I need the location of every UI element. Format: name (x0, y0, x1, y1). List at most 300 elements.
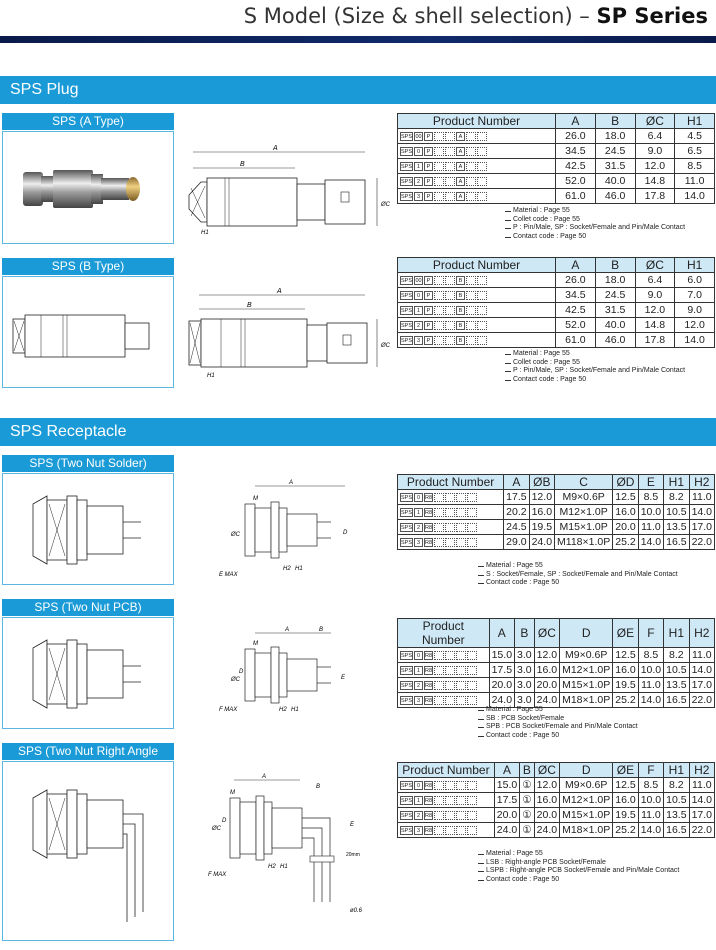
table-row (398, 318, 715, 333)
code-box: A (456, 147, 465, 156)
value-cell: 14.8 (635, 174, 675, 189)
value-cell: 20.0 (534, 808, 559, 823)
value-cell: M9×0.6P (555, 490, 613, 505)
col-header: F (638, 619, 663, 648)
value-cell: M12×1.0P (555, 505, 613, 520)
pcb-drawing (215, 625, 355, 730)
value-cell: 7.0 (675, 288, 715, 303)
value-cell: 25.2 (613, 823, 638, 838)
code-box: R8 (425, 494, 433, 501)
code-box (456, 651, 466, 660)
svg-text:H2: H2 (283, 566, 291, 572)
code-box (467, 681, 477, 690)
col-header: A (556, 258, 596, 273)
code-box: A (456, 132, 465, 141)
code-box (467, 796, 477, 805)
code-box (456, 508, 466, 517)
code-box (477, 192, 487, 201)
code-box (477, 336, 487, 345)
col-header: H1 (664, 475, 689, 490)
table-row (398, 535, 715, 550)
svg-text:B: B (316, 784, 321, 790)
col-header: H1 (675, 258, 715, 273)
code-box: B (456, 336, 465, 345)
code-box: 3 (414, 696, 423, 705)
code-box (456, 696, 466, 705)
value-cell: 11.0 (638, 678, 663, 693)
value-cell: M9×0.6P (560, 778, 613, 793)
col-header: A (556, 114, 596, 129)
value-cell: 12.0 (635, 303, 675, 318)
code-box: R8 (425, 652, 433, 659)
code-box: R8 (425, 797, 433, 804)
product-number-cell (398, 520, 504, 535)
value-cell: 20.0 (489, 678, 514, 693)
value-cell: 34.5 (556, 288, 596, 303)
code-box (434, 826, 444, 835)
code-box (445, 336, 455, 345)
code-box (434, 681, 444, 690)
code-box (445, 696, 455, 705)
code-box: R8 (425, 812, 433, 819)
value-cell: 46.0 (595, 333, 635, 348)
code-box (466, 162, 476, 171)
svg-text:H1: H1 (291, 707, 299, 713)
code-box (434, 651, 444, 660)
value-cell: 11.0 (689, 778, 714, 793)
code-box: SPS (401, 812, 413, 819)
value-cell: 8.5 (638, 490, 663, 505)
table-row (398, 273, 715, 288)
label-two-nut-rapcb: SPS (Two Nut Right Angle (2, 743, 174, 760)
col-header: A (489, 619, 514, 648)
svg-text:A: A (285, 627, 290, 633)
col-header: B (520, 763, 534, 778)
value-cell: 3.0 (515, 693, 535, 708)
plug-a-table (397, 113, 715, 204)
code-box: SPS (401, 337, 413, 344)
code-box: B (456, 291, 465, 300)
code-box (467, 523, 477, 532)
col-header: ØC (635, 114, 675, 129)
code-box: P (424, 321, 433, 330)
value-cell: 13.5 (664, 808, 689, 823)
value-cell: 12.0 (675, 318, 715, 333)
value-cell: 12.0 (529, 490, 554, 505)
code-box (434, 508, 444, 517)
svg-text:H1: H1 (280, 864, 288, 870)
header-bar (0, 36, 716, 43)
col-header: H1 (664, 763, 689, 778)
code-box (434, 336, 444, 345)
code-box (477, 147, 487, 156)
code-box: 3 (414, 538, 423, 547)
page-header (0, 0, 716, 46)
code-box: 0 (414, 781, 423, 790)
code-box: SPS (401, 682, 413, 689)
product-number-cell (398, 318, 556, 333)
svg-text:ØC: ØC (381, 343, 390, 349)
code-box (445, 523, 455, 532)
code-box: P (424, 177, 433, 186)
code-box: R8 (425, 509, 433, 516)
col-header: Product Number (398, 114, 556, 129)
value-cell: 16.0 (613, 793, 638, 808)
code-box (467, 811, 477, 820)
value-cell: 24.0 (534, 693, 559, 708)
code-box (445, 306, 455, 315)
photo-two-nut-pcb (2, 617, 174, 729)
note-line: Material : Page 55 (478, 562, 678, 571)
value-cell: 22.0 (689, 693, 714, 708)
code-box (477, 132, 487, 141)
note-line: Contact code : Page 50 (505, 376, 685, 385)
value-cell: 16.0 (613, 663, 638, 678)
value-cell: 12.0 (534, 648, 559, 663)
value-cell: 14.0 (638, 823, 663, 838)
code-box (456, 796, 466, 805)
value-cell: 10.0 (638, 663, 663, 678)
plug-b-table (397, 257, 715, 348)
value-cell: 17.5 (489, 663, 514, 678)
code-box (445, 321, 455, 330)
value-cell: 17.5 (504, 490, 529, 505)
code-box (477, 162, 487, 171)
code-box: P (424, 147, 433, 156)
code-box (445, 811, 455, 820)
value-cell: ① (520, 793, 534, 808)
code-box (466, 192, 476, 201)
product-number-cell (398, 189, 556, 204)
value-cell: M15×1.0P (560, 808, 613, 823)
value-cell: 12.5 (613, 778, 638, 793)
code-box (456, 666, 466, 675)
note-line: P : Pin/Male, SP : Socket/Female and Pin/Male Contact (505, 224, 685, 233)
code-box: SPS (401, 292, 413, 299)
value-cell: 14.0 (689, 505, 714, 520)
col-header: H2 (689, 619, 714, 648)
value-cell: 16.0 (534, 793, 559, 808)
code-box: P (424, 306, 433, 315)
code-box: SPS (401, 697, 413, 704)
code-box: A (456, 162, 465, 171)
product-number-cell (398, 663, 490, 678)
code-box: B (456, 306, 465, 315)
code-box (466, 291, 476, 300)
value-cell: 42.5 (556, 159, 596, 174)
value-cell: 11.0 (638, 808, 663, 823)
col-header: H1 (675, 114, 715, 129)
code-box (466, 132, 476, 141)
value-cell: 25.2 (613, 535, 638, 550)
table-row (398, 174, 715, 189)
col-header: ØB (529, 475, 554, 490)
code-box (467, 781, 477, 790)
svg-text:ØC: ØC (231, 532, 240, 538)
code-box: SPS (401, 307, 413, 314)
code-box (445, 796, 455, 805)
value-cell: 16.5 (664, 823, 689, 838)
code-box (445, 681, 455, 690)
value-cell: 17.0 (689, 520, 714, 535)
code-box (434, 796, 444, 805)
product-number-cell (398, 535, 504, 550)
col-header: ØD (613, 475, 638, 490)
rec-solder-notes (478, 562, 678, 588)
value-cell: 6.4 (635, 129, 675, 144)
pcb-drawing-left (3, 618, 175, 730)
code-box (434, 306, 444, 315)
photo-two-nut-rapcb (2, 761, 174, 941)
value-cell: 15.0 (494, 778, 519, 793)
rapcb-drawing (200, 772, 380, 942)
table-row (398, 808, 715, 823)
code-box: B (456, 321, 465, 330)
svg-text:H1: H1 (201, 230, 209, 236)
svg-text:D: D (239, 669, 244, 675)
value-cell: M9×0.6P (560, 648, 613, 663)
product-number-cell (398, 273, 556, 288)
table-row (398, 778, 715, 793)
code-box: 3 (414, 192, 423, 201)
value-cell: 24.5 (504, 520, 529, 535)
code-box (477, 321, 487, 330)
code-box: B (456, 276, 465, 285)
col-header: ØE (613, 763, 638, 778)
code-box: P (424, 336, 433, 345)
value-cell: 8.2 (664, 648, 689, 663)
note-line: SB : PCB Socket/Female (478, 715, 638, 724)
value-cell: 10.5 (664, 663, 689, 678)
code-box: 1 (414, 306, 423, 315)
rec-pcb-table (397, 618, 715, 708)
plug-a-photo (3, 132, 175, 245)
value-cell: 40.0 (595, 174, 635, 189)
code-box (434, 321, 444, 330)
note-line: SPB : PCB Socket/Female and Pin/Male Contact (478, 723, 638, 732)
code-box (434, 781, 444, 790)
code-box (477, 291, 487, 300)
code-box: 00 (415, 277, 422, 284)
svg-text:A: A (289, 480, 294, 486)
code-box: SPS (401, 539, 413, 546)
product-number-cell (398, 333, 556, 348)
code-box: SPS (401, 524, 413, 531)
value-cell: 40.0 (595, 318, 635, 333)
code-box: R8 (425, 697, 433, 704)
value-cell: 52.0 (556, 318, 596, 333)
value-cell: 4.5 (675, 129, 715, 144)
col-header: Product Number (398, 258, 556, 273)
table-row (398, 823, 715, 838)
value-cell: 17.5 (494, 793, 519, 808)
code-box (467, 826, 477, 835)
code-box: R8 (425, 539, 433, 546)
code-box (445, 192, 455, 201)
svg-text:E MAX: E MAX (219, 572, 238, 578)
col-header: Product Number (398, 475, 504, 490)
photo-a-type (2, 131, 174, 244)
code-box: SPS (401, 782, 413, 789)
value-cell: M12×1.0P (560, 793, 613, 808)
value-cell: 17.0 (689, 808, 714, 823)
photo-two-nut-solder (2, 473, 174, 585)
code-box (466, 276, 476, 285)
note-line: Material : Page 55 (505, 350, 685, 359)
code-box (434, 276, 444, 285)
value-cell: 12.0 (534, 778, 559, 793)
code-box (445, 147, 455, 156)
product-number-cell (398, 129, 556, 144)
col-header: ØE (613, 619, 638, 648)
code-box: SPS (401, 322, 413, 329)
value-cell: 52.0 (556, 174, 596, 189)
value-cell: 9.0 (635, 144, 675, 159)
code-box: R8 (425, 782, 433, 789)
code-box (467, 696, 477, 705)
value-cell: 8.5 (638, 648, 663, 663)
product-number-cell (398, 174, 556, 189)
code-box: 2 (414, 811, 423, 820)
code-box: A (456, 177, 465, 186)
code-box: P (424, 291, 433, 300)
value-cell: 24.0 (489, 693, 514, 708)
value-cell: 18.0 (595, 273, 635, 288)
rec-rapcb-notes (478, 850, 679, 884)
code-box (445, 666, 455, 675)
code-box: 2 (414, 177, 423, 186)
value-cell: 8.5 (638, 778, 663, 793)
code-box (456, 523, 466, 532)
svg-text:B: B (319, 627, 324, 633)
code-box: P (424, 132, 433, 141)
rapcb-drawing-left (3, 762, 175, 942)
note-line: Contact code : Page 50 (478, 876, 679, 885)
value-cell: 12.5 (613, 648, 638, 663)
col-header: ØC (534, 763, 559, 778)
code-box: A (456, 192, 465, 201)
value-cell: 9.0 (635, 288, 675, 303)
product-number-cell (398, 778, 495, 793)
value-cell: 20.0 (613, 520, 638, 535)
value-cell: 19.5 (613, 678, 638, 693)
code-box (456, 811, 466, 820)
code-box (467, 666, 477, 675)
svg-text:A: A (277, 288, 282, 295)
code-box (467, 538, 477, 547)
note-line: Contact code : Page 50 (505, 233, 685, 242)
value-cell: M18×1.0P (560, 693, 613, 708)
col-header: E (638, 475, 663, 490)
value-cell: 24.0 (529, 535, 554, 550)
svg-text:F MAX: F MAX (219, 707, 238, 713)
value-cell: 20.2 (504, 505, 529, 520)
svg-text:M: M (253, 496, 258, 502)
col-header: A (494, 763, 519, 778)
code-box: 0 (414, 493, 423, 502)
code-box (467, 651, 477, 660)
value-cell: 26.0 (556, 129, 596, 144)
product-number-cell (398, 823, 495, 838)
value-cell: 16.0 (529, 505, 554, 520)
label-two-nut-pcb: SPS (Two Nut PCB) (2, 599, 174, 616)
code-box (456, 538, 466, 547)
code-box (467, 493, 477, 502)
code-box: SPS (401, 509, 413, 516)
col-header: ØC (534, 619, 559, 648)
col-header: F (638, 763, 663, 778)
code-box (434, 147, 444, 156)
svg-text:M: M (253, 641, 258, 647)
value-cell: 8.5 (675, 159, 715, 174)
page-title: S Model (Size & shell selection) – SP Series (243, 4, 708, 28)
value-cell: 31.5 (595, 159, 635, 174)
value-cell: 18.0 (595, 129, 635, 144)
svg-text:H2: H2 (279, 707, 287, 713)
code-box: 1 (414, 508, 423, 517)
value-cell: 34.5 (556, 144, 596, 159)
note-line: Material : Page 55 (505, 207, 685, 216)
svg-text:M: M (230, 790, 235, 796)
value-cell: 22.0 (689, 535, 714, 550)
table-row (398, 288, 715, 303)
code-box (466, 177, 476, 186)
value-cell: 14.0 (689, 663, 714, 678)
solder-drawing-left (3, 474, 175, 586)
code-box (434, 162, 444, 171)
value-cell: ① (520, 808, 534, 823)
svg-text:F MAX: F MAX (208, 872, 227, 878)
code-box: SPS (401, 667, 413, 674)
code-box (434, 192, 444, 201)
table-row (398, 159, 715, 174)
code-box (477, 177, 487, 186)
value-cell: 6.5 (675, 144, 715, 159)
code-box (434, 811, 444, 820)
code-box (445, 493, 455, 502)
value-cell: 31.5 (595, 303, 635, 318)
code-box (445, 508, 455, 517)
code-box (445, 162, 455, 171)
value-cell: 42.5 (556, 303, 596, 318)
value-cell: 10.5 (664, 793, 689, 808)
section-plug: SPS Plug (0, 76, 716, 104)
product-number-cell (398, 793, 495, 808)
value-cell: 16.5 (664, 693, 689, 708)
table-row (398, 648, 715, 663)
code-box (477, 306, 487, 315)
value-cell: M12×1.0P (560, 663, 613, 678)
plug-b-drawing (185, 285, 395, 390)
value-cell: 12.0 (635, 159, 675, 174)
code-box: 3 (414, 336, 423, 345)
code-box (466, 321, 476, 330)
code-box (445, 651, 455, 660)
value-cell: 14.0 (675, 189, 715, 204)
col-header: D (560, 763, 613, 778)
code-box: P (424, 162, 433, 171)
note-line: Collet code : Page 55 (505, 216, 685, 225)
code-box (445, 781, 455, 790)
plug-a-notes (505, 207, 685, 241)
svg-text:ØC: ØC (381, 202, 390, 208)
svg-text:A: A (273, 145, 278, 152)
code-box: SPS (401, 652, 413, 659)
table-row (398, 144, 715, 159)
code-box (434, 291, 444, 300)
value-cell: 61.0 (556, 189, 596, 204)
value-cell: 3.0 (515, 648, 535, 663)
